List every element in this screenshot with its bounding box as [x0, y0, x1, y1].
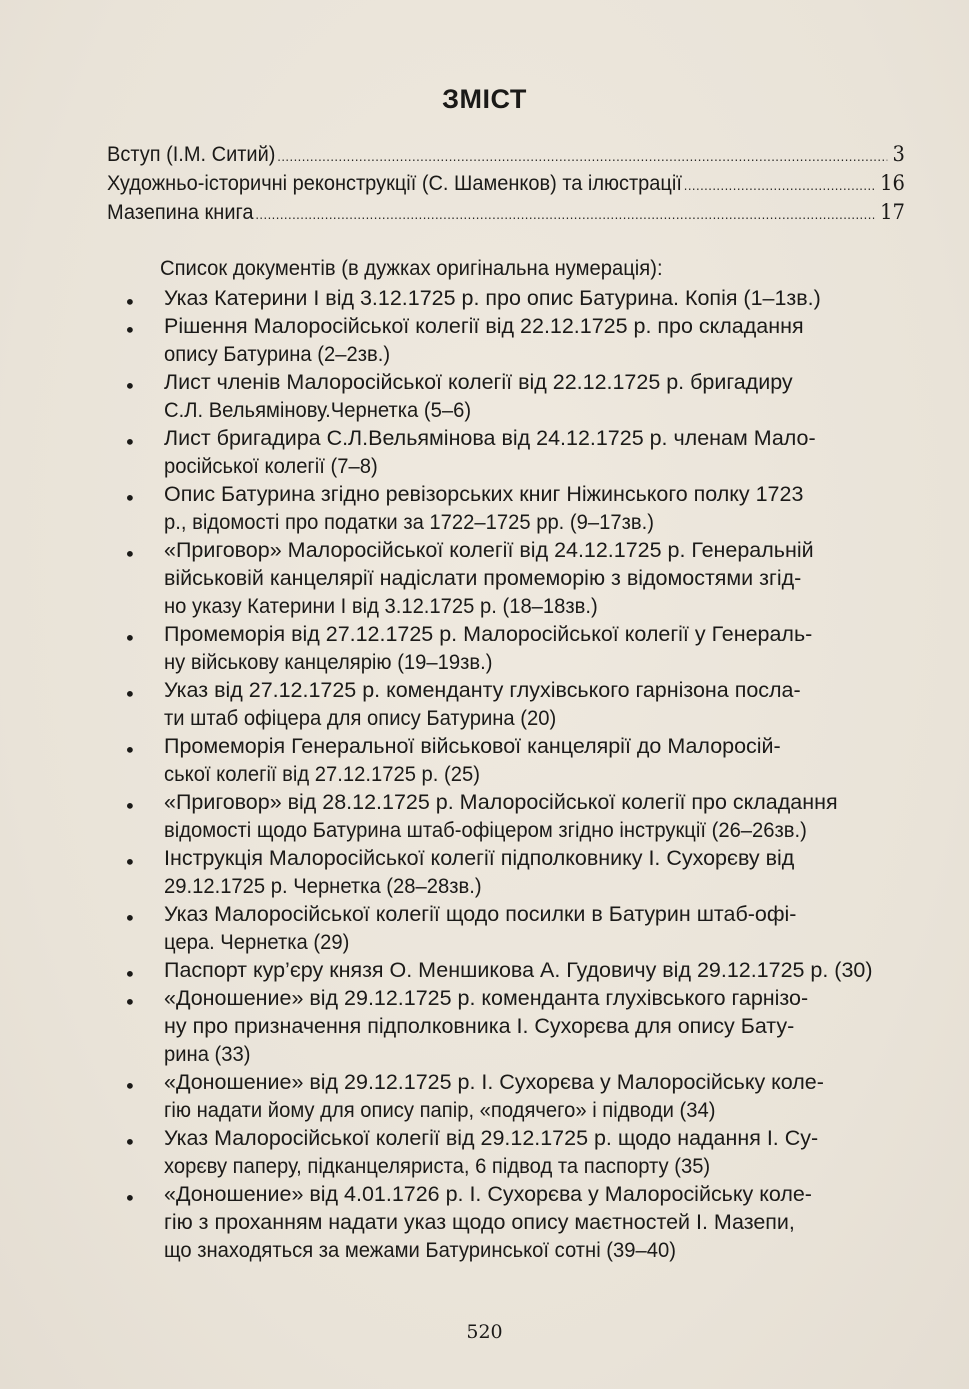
list-item-line: Промеморія Генеральної військової канцелярії до Малоросій-: [164, 734, 781, 758]
bullet-icon: •: [124, 374, 136, 398]
bullet-icon: •: [124, 962, 136, 986]
toc-entry-label: Вступ (І.М. Ситий): [107, 142, 276, 166]
list-item-line: «Доношение» від 29.12.1725 р. коменданта глухівського гарнізо-: [164, 986, 809, 1010]
list-item: [120, 956, 910, 984]
bullet-icon: •: [124, 850, 136, 874]
bullet-icon: •: [124, 430, 136, 454]
list-item-line: ну військову канцелярію (19–19зв.): [164, 650, 493, 674]
toc-leader-dots: [255, 206, 874, 222]
list-item: [120, 1124, 910, 1180]
list-item-line: С.Л. Вельямінову.Чернетка (5–6): [164, 398, 472, 422]
list-item: [120, 732, 910, 788]
list-item: [120, 312, 910, 368]
list-item-line: Указ Малоросійської колегії щодо посилки в Батурин штаб-офі-: [164, 902, 797, 926]
list-item-line: 29.12.1725 р. Чернетка (28–28зв.): [164, 874, 482, 898]
list-item-line: р., відомості про податки за 1722–1725 рр. (9–17зв.): [164, 510, 654, 534]
list-item-line: російської колегії (7–8): [164, 454, 378, 478]
list-item-line: цера. Чернетка (29): [164, 930, 350, 954]
list-item-line: Лист бригадира С.Л.Вельямінова від 24.12.1725 р. членам Мало-: [164, 426, 816, 450]
bullet-icon: •: [124, 682, 136, 706]
toc-entry-label: Мазепина книга: [107, 200, 254, 224]
list-item-line: Указ Малоросійської колегії від 29.12.1725 р. щодо надання І. Су-: [164, 1126, 819, 1150]
list-item-line: «Доношение» від 4.01.1726 р. І. Сухорєва у Малоросійську коле-: [164, 1182, 812, 1206]
list-item-line: опису Батурина (2–2зв.): [164, 342, 391, 366]
toc-entry-label: Художньо-історичні реконструкції (С. Шаменков) та ілюстрації: [107, 171, 682, 195]
toc-entry: [107, 142, 905, 171]
list-item-line: Інструкція Малоросійської колегії підполковнику І. Сухорєву від: [164, 846, 795, 870]
bullet-icon: •: [124, 290, 136, 314]
list-item: [120, 1068, 910, 1124]
bullet-icon: •: [124, 990, 136, 1014]
list-item: [120, 1180, 910, 1264]
list-item-line: «Приговор» Малоросійської колегії від 24.12.1725 р. Генеральній: [164, 538, 814, 562]
page-title: ЗМІСТ: [442, 84, 527, 114]
list-item: [120, 284, 910, 312]
list-item-line: що знаходяться за межами Батуринської сотні (39–40): [164, 1238, 676, 1262]
list-item-line: Опис Батурина згідно ревізорських книг Ніжинського полку 1723: [164, 482, 804, 506]
list-item: [120, 900, 910, 956]
list-item: [120, 368, 910, 424]
bullet-icon: •: [124, 542, 136, 566]
list-item: [120, 424, 910, 480]
toc-entry: [107, 200, 905, 229]
list-item-line: Промеморія від 27.12.1725 р. Малоросійської колегії у Генераль-: [164, 622, 813, 646]
list-item: [120, 620, 910, 676]
toc-leader-dots: [277, 148, 887, 164]
table-of-contents: [107, 142, 905, 229]
list-item-line: Указ від 27.12.1725 р. коменданту глухівського гарнізона посла-: [164, 678, 801, 702]
list-item-line: Указ Катерини І від 3.12.1725 р. про опис Батурина. Копія (1–1зв.): [164, 286, 821, 310]
bullet-icon: •: [124, 1186, 136, 1210]
bullet-icon: •: [124, 318, 136, 342]
list-item-line: відомості щодо Батурина штаб-офіцером згідно інструкції (26–26зв.): [164, 818, 807, 842]
list-item-line: Лист членів Малоросійської колегії від 22.12.1725 р. бригадиру: [164, 370, 793, 394]
list-item: [120, 984, 910, 1068]
list-item: [120, 536, 910, 620]
list-item-line: но указу Катерини І від 3.12.1725 р. (18–18зв.): [164, 594, 598, 618]
bullet-icon: •: [124, 626, 136, 650]
toc-entry-page: 3: [892, 142, 905, 166]
list-item: [120, 676, 910, 732]
list-item-line: ну про призначення підполковника І. Сухорєва для опису Бату-: [164, 1014, 795, 1038]
documents-list: [120, 284, 910, 1264]
toc-entry: [107, 171, 905, 200]
bullet-icon: •: [124, 1130, 136, 1154]
list-item-line: військовій канцелярії надіслати промеморію з відомостями згід-: [164, 566, 802, 590]
toc-entry-page: 16: [880, 171, 905, 195]
list-item-line: «Приговор» від 28.12.1725 р. Малоросійської колегії про складання: [164, 790, 838, 814]
list-item-line: Паспорт кур’єру князя О. Меншикова А. Гудовичу від 29.12.1725 р. (30): [164, 958, 873, 982]
bullet-icon: •: [124, 738, 136, 762]
list-item: [120, 480, 910, 536]
list-item-line: хорєву паперу, підканцеляриста, 6 підвод та паспорту (35): [164, 1154, 711, 1178]
list-item: [120, 788, 910, 844]
list-item-line: гію надати йому для опису папір, «подячего» і підводи (34): [164, 1098, 716, 1122]
list-item-line: «Доношение» від 29.12.1725 р. І. Сухорєва у Малоросійську коле-: [164, 1070, 824, 1094]
list-item-line: рина (33): [164, 1042, 251, 1066]
documents-list-heading: Список документів (в дужках оригінальна нумерація):: [160, 256, 663, 280]
list-item-line: ти штаб офіцера для опису Батурина (20): [164, 706, 557, 730]
bullet-icon: •: [124, 1074, 136, 1098]
toc-entry-page: 17: [880, 200, 905, 224]
list-item: [120, 844, 910, 900]
bullet-icon: •: [124, 486, 136, 510]
bullet-icon: •: [124, 906, 136, 930]
list-item-line: ської колегії від 27.12.1725 р. (25): [164, 762, 480, 786]
list-item-line: Рішення Малоросійської колегії від 22.12.1725 р. про складання: [164, 314, 804, 338]
toc-leader-dots: [684, 177, 875, 193]
list-item-line: гію з проханням надати указ щодо опису маєтностей І. Мазепи,: [164, 1210, 795, 1234]
bullet-icon: •: [124, 794, 136, 818]
page-number: 520: [466, 1321, 503, 1343]
